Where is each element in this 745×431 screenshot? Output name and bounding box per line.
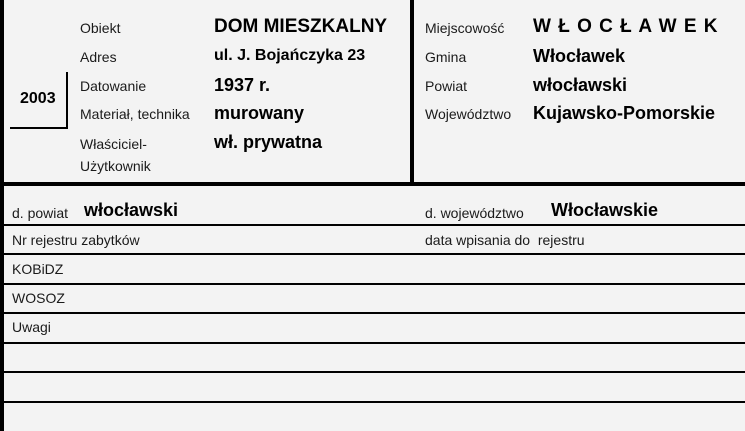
wojewodztwo-label: Województwo [425,106,512,122]
d-wojewodztwo-value: Włocławskie [551,200,659,220]
adres-value: ul. J. Bojańczyka 23 [214,47,366,64]
datowanie-label: Datowanie [80,78,147,94]
divider-row-7 [0,401,745,403]
material-label: Materiał, technika [80,106,190,122]
divider-vertical-center [410,0,414,183]
wlasciciel-value: wł. prywatna [214,132,323,152]
divider-row-5 [0,342,745,344]
wlasciciel-label-line1: Właściciel- [80,136,147,152]
divider-row-6 [0,371,745,373]
powiat-value: włocławski [533,75,628,95]
miejscowosc-label: Miejscowość [425,20,505,36]
obiekt-value: DOM MIESZKALNY [214,16,388,37]
d-powiat-value: włocławski [84,200,179,220]
year-bracket-vertical [66,72,68,128]
year-bracket-horizontal [10,127,68,129]
kobidz-label: KOBiDZ [12,261,64,277]
divider-vertical-left-edge [0,0,4,431]
d-wojewodztwo-label: d. województwo [425,205,524,221]
wosoz-label: WOSOZ [12,290,65,306]
divider-row-4 [0,312,745,314]
uwagi-label: Uwagi [12,319,51,335]
obiekt-label: Obiekt [80,20,121,36]
d-powiat-label: d. powiat [12,205,69,221]
gmina-value: Włocławek [533,46,626,66]
powiat-label: Powiat [425,78,468,94]
divider-row-1 [0,224,745,226]
data-wpisania-label: data wpisania do rejestru [425,232,585,248]
miejscowosc-value: W Ł O C Ł A W E K [533,16,719,37]
divider-row-3 [0,283,745,285]
wojewodztwo-value: Kujawsko-Pomorskie [533,103,716,123]
gmina-label: Gmina [425,49,467,65]
divider-row-2 [0,253,745,255]
wlasciciel-label-line2: Użytkownik [80,158,151,174]
adres-label: Adres [80,49,117,65]
datowanie-value: 1937 r. [214,75,271,95]
material-value: murowany [214,103,305,123]
nr-rejestru-label: Nr rejestru zabytków [12,232,140,248]
year-value: 2003 [20,90,56,107]
divider-top-section [0,182,745,186]
